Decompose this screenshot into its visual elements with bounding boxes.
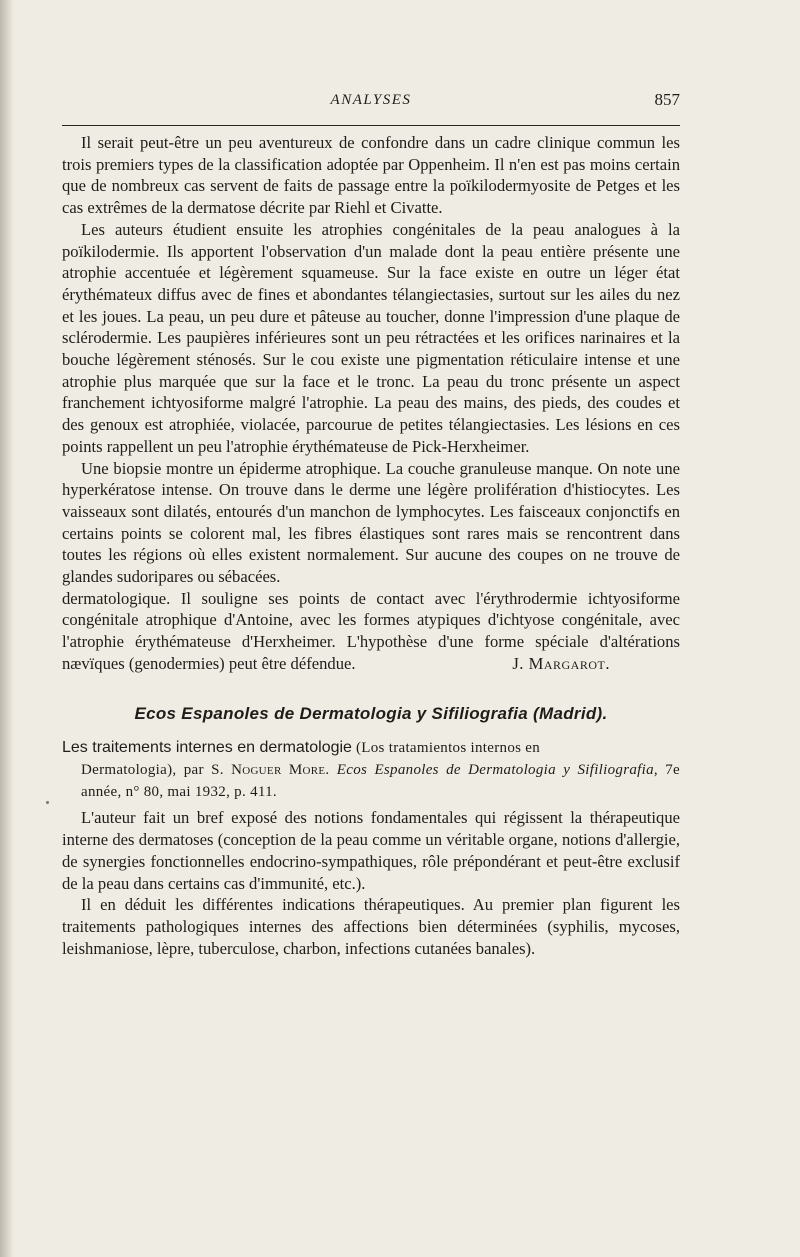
paragraph: Une biopsie montre un épiderme atrophique. La couche granuleuse manque. On note une hyperkératose intense. On trouve dans le derme une légère prolifération d'histiocytes. Les vaisseaux sont dilatés, entourés d'un manchon de lymphocytes. Les faisceaux conjonctifs en certains points se colorent mal, les fibres élastiques sont rares mais se rencontrent dans toutes les régions où elles existent normalement. Sur aucune des coupes on ne trouve de glandes sudoripares ou sébacées.: [62, 458, 680, 587]
header-rule: [62, 125, 680, 126]
reference-text: , 7e année, n° 80, mai 1932, p. 411.: [81, 762, 680, 800]
paragraph: Il serait peut-être un peu aventureux de confondre dans un cadre clinique commun les trois premiers types de la classification adoptée par Oppenheim. Il n'en est pas moins certain que de nombreux cas servent de faits de passage entre la poïkilodermyosite de Petges et les cas extrêmes de la dermatose décrite par Riehl et Civatte.: [62, 133, 680, 218]
reference-author: Noguer More: [231, 762, 326, 778]
reference-text: .: [325, 762, 337, 778]
article-reference: [62, 736, 680, 803]
reference-journal: Ecos Espanoles de Dermatologia y Sifiliografia: [336, 762, 654, 778]
running-head: ANALYSES: [330, 92, 412, 108]
page-header: [62, 92, 680, 116]
page-body: [62, 132, 680, 959]
paragraph: L'auteur fait un bref exposé des notions fondamentales qui régissent la thérapeutique interne des dermatoses (conception de la peau comme un véritable organe, notions d'allergie, de synergies fonctionnelles endocrino-sympathiques, rôle prépondérant et peut-être exclusif de la peau dans certains cas d'immunité, etc.).: [62, 808, 680, 893]
reference-continuation: [62, 760, 680, 803]
reference-text: Dermatologia), par S.: [81, 762, 232, 778]
reference-text: (Los tratamientos internos en: [351, 740, 541, 757]
article-title: Les traitements internes en dermatologie: [62, 739, 352, 757]
paragraph: dermatologique. Il souligne ses points de contact avec l'érythrodermie ichtyosiforme congénitale atrophique d'Antoine, avec les formes atypiques d'ichtyose congénitale, avec l'atrophie érythémateuse d'Herxheimer. L'hypothèse d'une forme spéciale d'altérations nævïques (genodermies) peut être défendue.: [62, 588, 680, 673]
paragraph: Il en déduit les différentes indications thérapeutiques. Au premier plan figurent les traitements pathologiques internes des affections bien déterminées (syphilis, mycoses, leishmaniose, lèpre, tuberculose, charbon, infections cutanées banales).: [62, 895, 680, 958]
author-signature: J. Margarot.: [512, 653, 610, 673]
paragraph: Les auteurs étudient ensuite les atrophies congénitales de la peau analogues à la poïkilodermie. Ils apportent l'observation d'un malade dont la peau entière présente une atrophie accentuée et légèrement squameuse. Sur la face existe en outre un léger état érythémateux diffus avec de fines et abondantes télangiectasies, surtout sur les ailes du nez et les joues. La peau, un peu dure et pâteuse au toucher, donne l'impression d'une plaque de sclérodermie. Les paupières inférieures sont un peu rétractées et les orifices narinaires et la bouche légèrement sténosés. Sur le cou existe une pigmentation réticulaire intense et une atrophie plus marquée que sur la face et le tronc. La peau du tronc présente un aspect franchement ichtyosiforme malgré l'atrophie. La peau des mains, des pieds, des coudes et des genoux est atrophiée, violacée, parcourue de petites télangiectasies. Les lésions en ces points rappellent un peu l'atrophie érythémateuse de Pick-Herxheimer.: [62, 219, 680, 456]
page-number: 857: [654, 90, 680, 109]
ink-dot: [46, 801, 49, 804]
journal-heading: Ecos Espanoles de Dermatologia y Sifiliografia (Madrid).: [134, 703, 608, 723]
page-binding-edge: [0, 0, 14, 1257]
